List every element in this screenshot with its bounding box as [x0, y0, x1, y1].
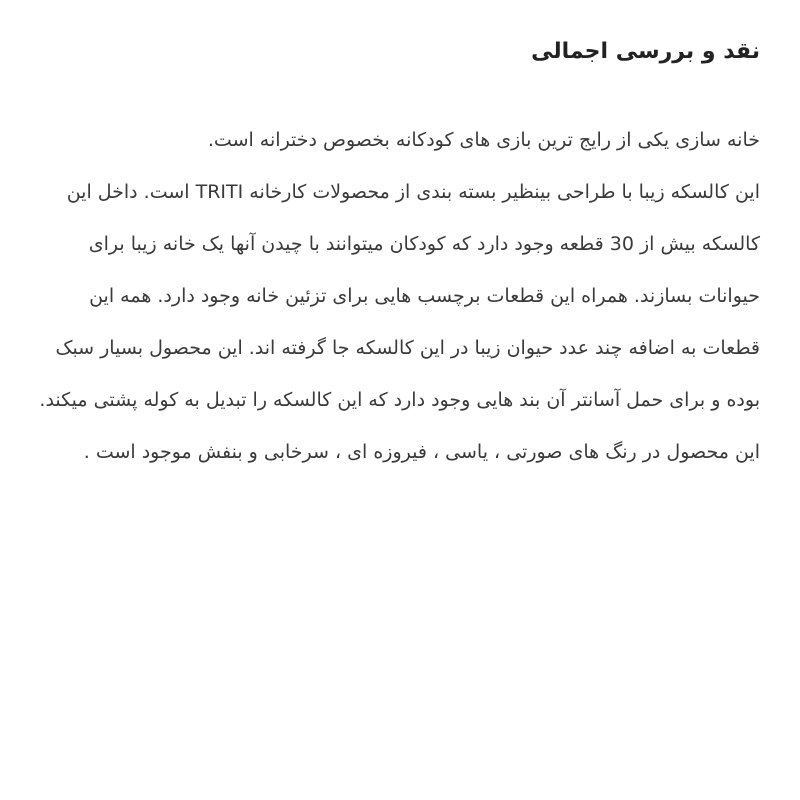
review-paragraph-colors: این محصول در رنگ های صورتی ، یاسی ، فیروزه ای ، سرخابی و بنفش موجود است .: [83, 441, 760, 463]
product-review-section: [36, 32, 760, 478]
review-title: نقد و بررسی اجمالی: [531, 39, 760, 64]
review-body: [36, 114, 760, 478]
review-paragraph-intro: خانه سازی یکی از رایج ترین بازی های کودکانه بخصوص دخترانه است.: [207, 129, 760, 151]
review-paragraph-description: این کالسکه زیبا با طراحی بینظیر بسته بندی از محصولات کارخانه TRITI است. داخل این کالسکه بیش از 30 قطعه وجود دارد که کودکان میتوانند با چیدن آنها یک خانه زیبا برای حیوانات بسازند. همراه این قطعات برچسب هایی برای تزئین خانه وجود دارد. همه این قطعات به اضافه چند عدد حیوان زیبا در این کالسکه جا گرفته اند. این محصول بسیار سبک بوده و برای حمل آسانتر آن بند هایی وجود دارد که این کالسکه را تبدیل به کوله پشتی میکند.: [39, 181, 760, 411]
